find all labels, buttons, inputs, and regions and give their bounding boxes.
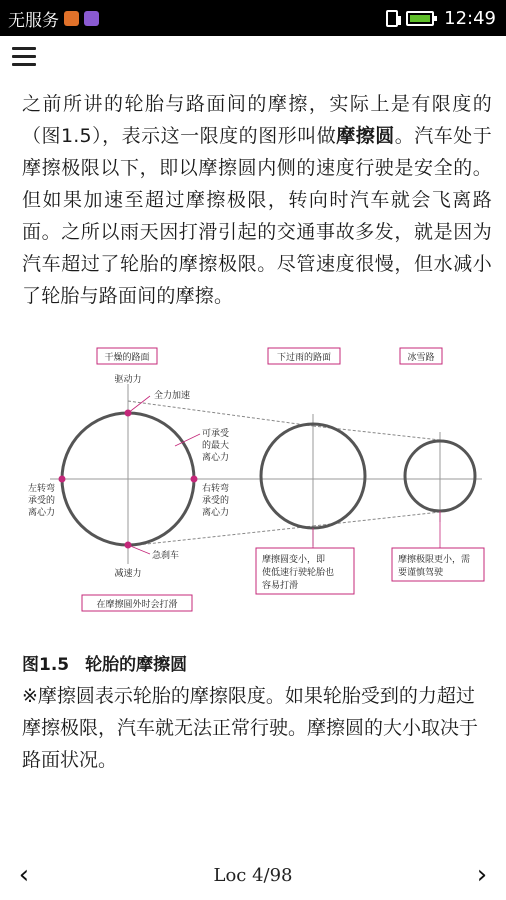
left-turn-label: 离心力 — [28, 508, 56, 518]
status-bar — [0, 0, 506, 36]
dry-road-label: 干燥的路面 — [104, 353, 150, 363]
full-accel-label: 全力加速 — [154, 391, 191, 401]
rain-road-label: 下过雨的路面 — [276, 353, 332, 363]
figure-caption — [22, 650, 187, 675]
left-turn-label: 左转弯 — [28, 484, 56, 494]
bold-term: 摩擦圆 — [336, 125, 395, 147]
carrier-label: 无服务 — [8, 10, 59, 31]
max-centrifugal-label: 可承受 — [202, 429, 230, 439]
right-turn-label: 承受的 — [202, 496, 230, 506]
chevron-left-icon[interactable]: ‹ — [18, 860, 30, 890]
right-turn-label: 右转弯 — [202, 484, 230, 494]
ice-note: 摩擦极限更小，需 — [398, 555, 471, 565]
max-centrifugal-label: 离心力 — [202, 453, 230, 463]
notification-app-icon — [64, 11, 79, 26]
clock: 12:49 — [444, 7, 496, 29]
figure-title: 轮胎的摩擦圆 — [85, 655, 188, 675]
reader-content — [22, 88, 492, 312]
chevron-right-icon[interactable]: › — [476, 860, 488, 890]
figure-note: ※摩擦圆表示轮胎的摩擦限度。如果轮胎受到的力超过摩擦极限，汽车就无法正常行驶。摩擦圆的大小取决于路面状况。 — [22, 685, 479, 771]
outside-slip-note: 在摩擦圆外时会打滑 — [96, 600, 178, 610]
sim-icon — [386, 10, 398, 27]
body-text: 。汽车处于摩擦极限以下，即以摩擦圆内侧的速度行驶是安全的。但如果加速至超过摩擦极限，转向时汽车就会飞离路面。之所以雨天因打滑引起的交通事故多发，就是因为汽车超过了轮胎的摩擦极限。尽管速度很慢，但水减小了轮胎与路面间的摩擦。 — [22, 125, 492, 307]
body-text: 之前所讲的轮胎与路面间的摩擦，实际上是有限度的（图1.5），表示这一限度的图形叫做 — [22, 93, 492, 147]
figure-number: 图1.5 — [22, 655, 70, 675]
rain-note: 容易打滑 — [262, 581, 299, 591]
decel-label: 减速力 — [114, 569, 142, 579]
friction-circle-diagram — [0, 336, 506, 626]
location-indicator: Loc 4/98 — [213, 864, 293, 886]
notification-app-icon — [84, 11, 99, 26]
body-paragraph — [22, 88, 492, 312]
rain-note: 使低速行驶轮胎也 — [262, 568, 335, 578]
brake-label: 急刹车 — [152, 551, 180, 561]
hamburger-menu-icon[interactable] — [12, 47, 36, 67]
max-centrifugal-label: 的最大 — [202, 441, 230, 451]
rain-note: 摩擦圆变小，即 — [262, 555, 326, 565]
friction-circle-figure — [0, 336, 506, 626]
ice-note: 要谨慎驾驶 — [398, 568, 444, 578]
battery-icon — [406, 11, 434, 26]
left-turn-label: 承受的 — [28, 496, 56, 506]
ice-road-label: 冰雪路 — [407, 353, 435, 363]
reader-nav — [0, 858, 506, 892]
drive-force-label: 驱动力 — [114, 375, 142, 385]
right-turn-label: 离心力 — [202, 508, 230, 518]
